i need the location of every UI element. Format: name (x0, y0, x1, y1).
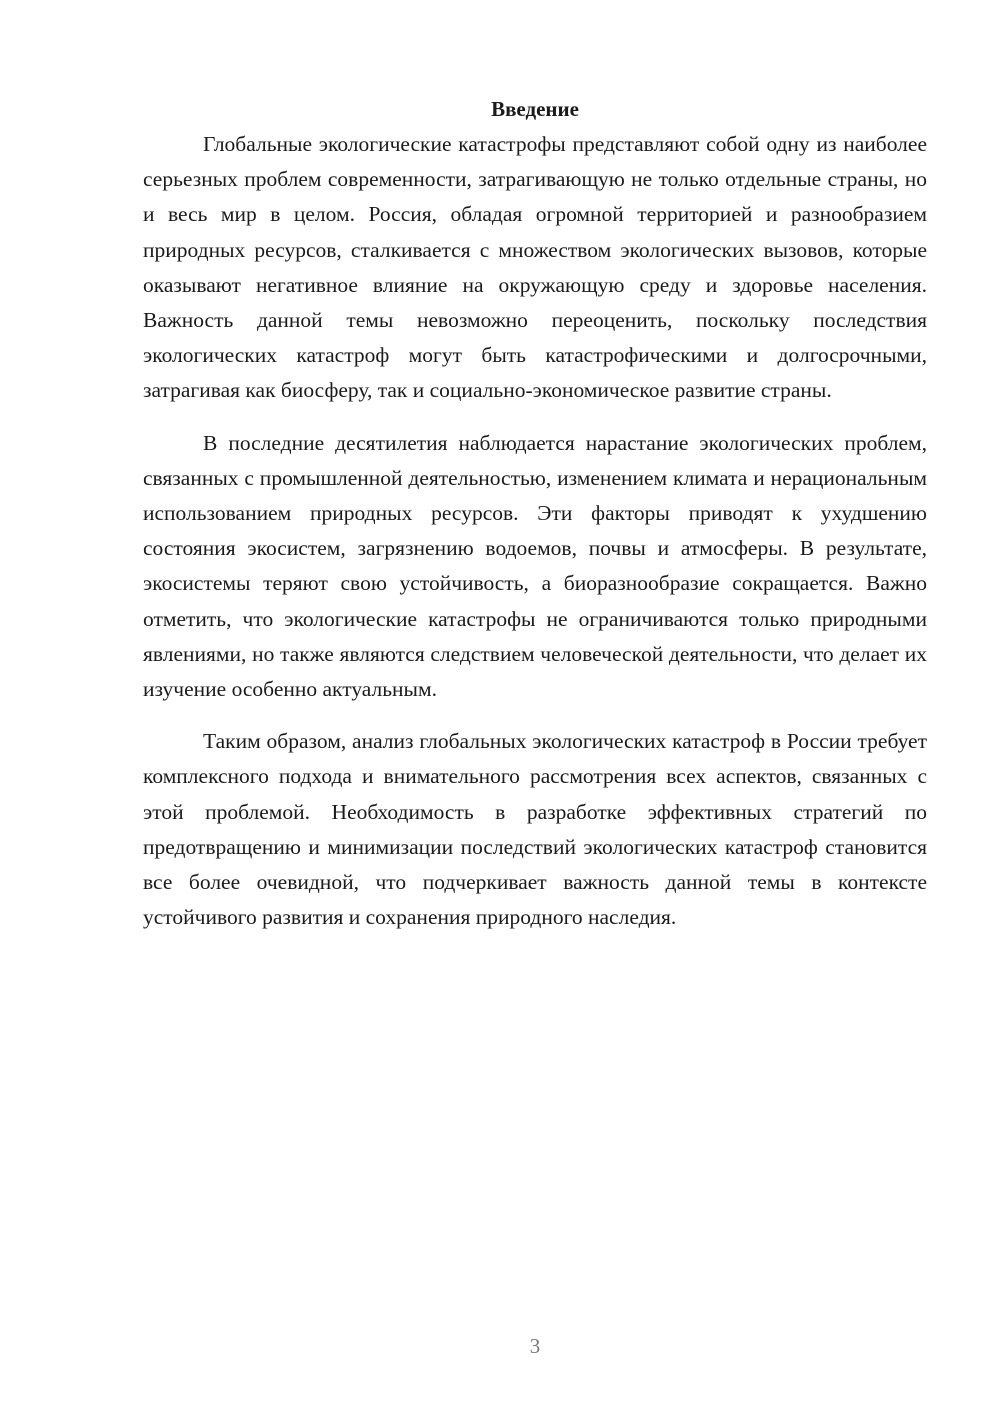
page-number: 3 (529, 1334, 541, 1358)
paragraph-3: Таким образом, анализ глобальных экологических катастроф в России требует комплексного подхода и внимательного рассмотрения всех аспектов, связанных с этой проблемой. Необходимость в разработке эффективных стратегий по предотвращению и минимизации последствий экологических катастроф становится все более очевидной, что подчеркивает важность данной темы в контексте устойчивого развития и сохранения природного наследия. (143, 729, 927, 930)
section-title: Введение (491, 97, 579, 121)
paragraph-1: Глобальные экологические катастрофы представляют собой одну из наиболее серьезных проблем современности, затрагивающую не только отдельные страны, но и весь мир в целом. Россия, обладая огромной территорией и разнообразием природных ресурсов, сталкивается с множеством экологических вызовов, которые оказывают негативное влияние на окружающую среду и здоровье населения. Важность данной темы невозможно переоценить, поскольку последствия экологических катастроф могут быть катастрофическими и долгосрочными, затрагивая как биосферу, так и социально-экономическое развитие страны. (143, 132, 927, 403)
paragraph-2: В последние десятилетия наблюдается нарастание экологических проблем, связанных с промышленной деятельностью, изменением климата и нерациональным использованием природных ресурсов. Эти факторы приводят к ухудшению состояния экосистем, загрязнению водоемов, почвы и атмосферы. В результате, экосистемы теряют свою устойчивость, а биоразнообразие сокращается. Важно отметить, что экологические катастрофы не ограничиваются только природными явлениями, но также являются следствием человеческой деятельности, что делает их изучение особенно актуальным. (143, 430, 927, 702)
page-content (143, 92, 927, 935)
